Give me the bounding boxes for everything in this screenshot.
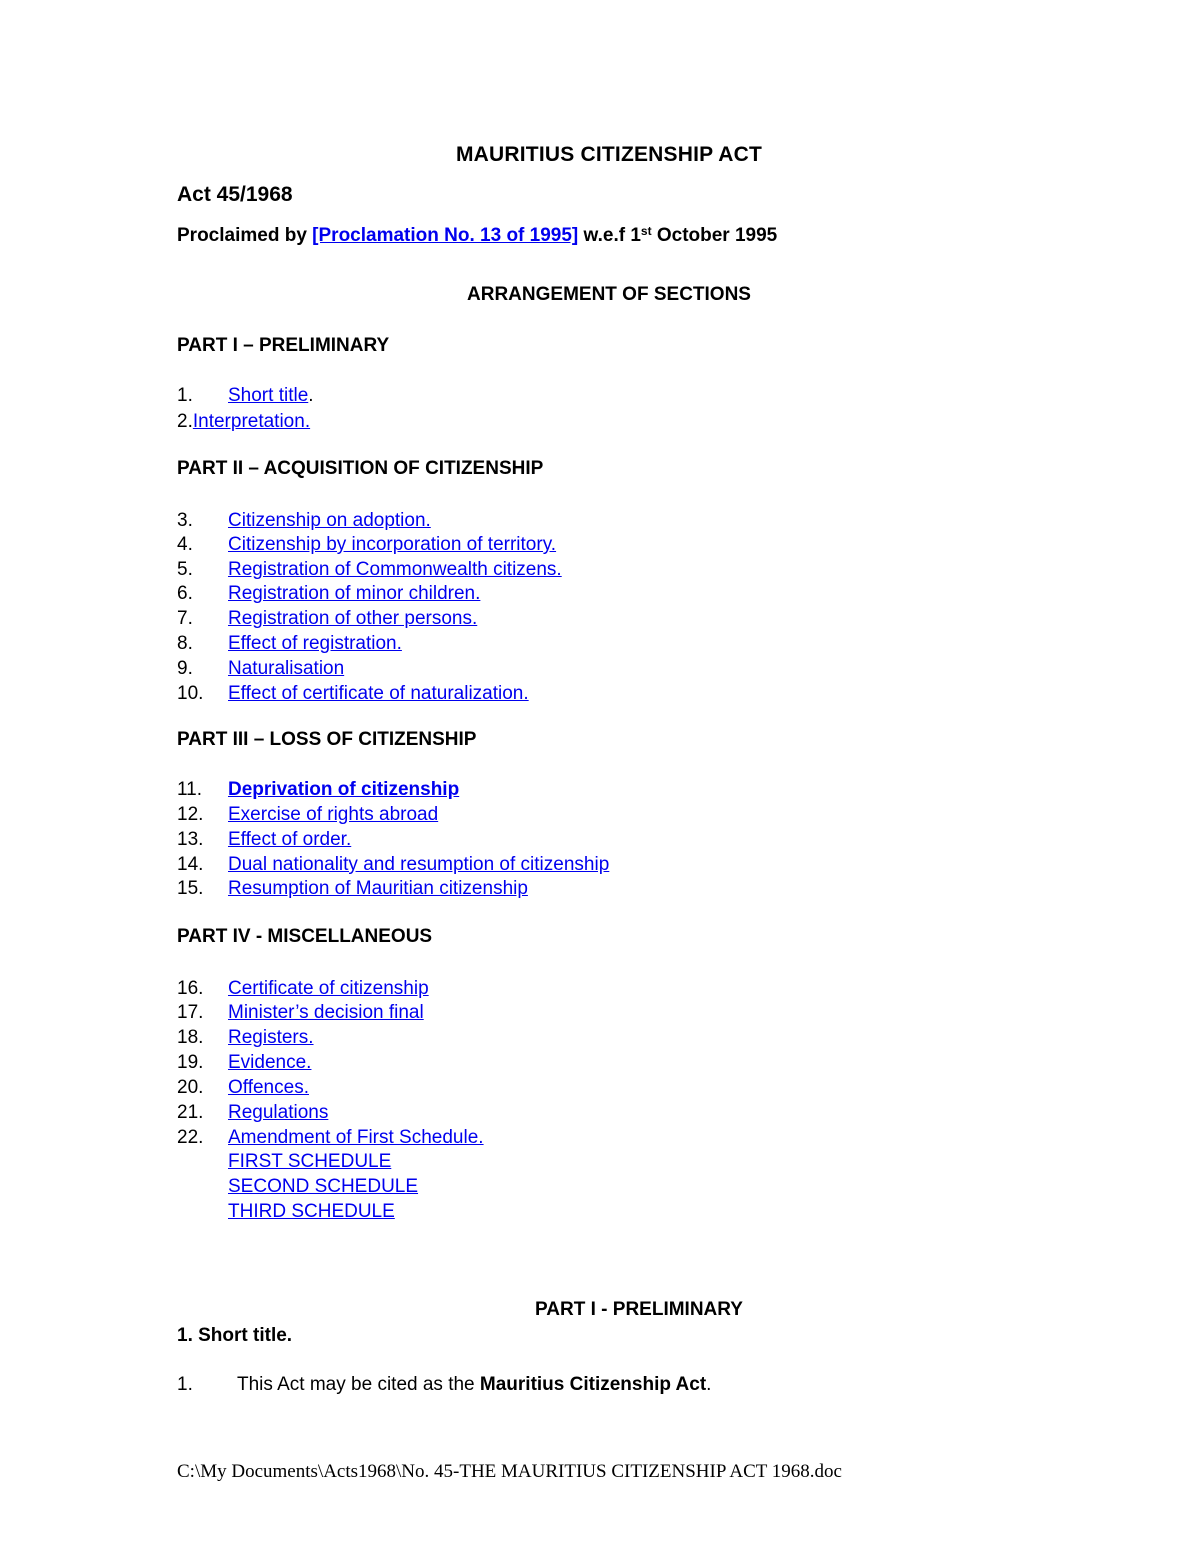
toc-item xyxy=(177,1126,484,1150)
document-footer-path: C:\My Documents\Acts1968\No. 45-THE MAURITIUS CITIZENSHIP ACT 1968.doc xyxy=(177,1461,842,1482)
toc-link[interactable]: Short title xyxy=(228,385,309,406)
toc-number: 6. xyxy=(177,583,193,604)
toc-link[interactable]: Regulations xyxy=(228,1102,329,1123)
section-text-end: . xyxy=(706,1374,712,1395)
proclamation-date-rest: October 1995 xyxy=(651,225,778,246)
part-heading: PART I – PRELIMINARY xyxy=(177,335,390,356)
toc-item xyxy=(177,410,310,434)
toc-number: 19. xyxy=(177,1052,204,1073)
toc-number: 3. xyxy=(177,510,193,531)
toc-number: 21. xyxy=(177,1102,204,1123)
section-title: 1. Short title. xyxy=(177,1325,293,1346)
schedule-link-first[interactable]: FIRST SCHEDULE xyxy=(228,1151,392,1172)
act-number: Act 45/1968 xyxy=(177,183,293,206)
toc-item xyxy=(177,1026,314,1050)
toc-item xyxy=(177,607,477,631)
toc-link[interactable]: Offences. xyxy=(228,1077,309,1098)
part-heading: PART III – LOSS OF CITIZENSHIP xyxy=(177,729,477,750)
toc-link[interactable]: Interpretation. xyxy=(192,411,311,432)
toc-link[interactable]: Amendment of First Schedule. xyxy=(228,1127,484,1148)
toc-link[interactable]: Registration of Commonwealth citizens. xyxy=(228,559,562,580)
schedule-item xyxy=(228,1200,395,1224)
toc-item xyxy=(177,657,344,681)
toc-number: 2. xyxy=(177,411,193,432)
toc-link[interactable]: Registers. xyxy=(228,1027,314,1048)
toc-item xyxy=(177,877,528,901)
toc-link[interactable]: Registration of other persons. xyxy=(228,608,478,629)
toc-item xyxy=(177,778,459,802)
toc-number: 14. xyxy=(177,854,204,875)
toc-link[interactable]: Effect of registration. xyxy=(228,633,402,654)
toc-link[interactable]: Evidence. xyxy=(228,1052,312,1073)
toc-item xyxy=(177,1101,328,1125)
toc-link[interactable]: Citizenship by incorporation of territory. xyxy=(228,534,557,555)
toc-number: 7. xyxy=(177,608,193,629)
toc-item xyxy=(177,384,314,408)
toc-number: 22. xyxy=(177,1127,204,1148)
schedule-link-second[interactable]: SECOND SCHEDULE xyxy=(228,1176,419,1197)
toc-number: 5. xyxy=(177,559,193,580)
toc-link[interactable]: Registration of minor children. xyxy=(228,583,481,604)
toc-item xyxy=(177,533,556,557)
toc-number: 1. xyxy=(177,385,193,406)
toc-item xyxy=(177,1001,424,1025)
proclamation-link[interactable]: [Proclamation No. 13 of 1995] xyxy=(312,225,579,246)
toc-item xyxy=(177,853,609,877)
section-number: 1. xyxy=(177,1374,193,1395)
body-part-title: PART I - PRELIMINARY xyxy=(535,1299,743,1320)
toc-item xyxy=(177,828,351,852)
toc-number: 13. xyxy=(177,829,204,850)
toc-item xyxy=(177,582,480,606)
toc-trail: . xyxy=(308,385,314,406)
section-text: This Act may be cited as the xyxy=(237,1374,480,1395)
toc-number: 15. xyxy=(177,878,204,899)
document-title: MAURITIUS CITIZENSHIP ACT xyxy=(455,143,762,166)
toc-number: 16. xyxy=(177,978,204,999)
toc-link[interactable]: Effect of certificate of naturalization. xyxy=(228,683,529,704)
toc-item xyxy=(177,632,402,656)
toc-item xyxy=(177,977,429,1001)
schedule-item xyxy=(228,1150,391,1174)
toc-number: 20. xyxy=(177,1077,204,1098)
schedule-item xyxy=(228,1175,418,1199)
toc-number: 18. xyxy=(177,1027,204,1048)
toc-item xyxy=(177,803,438,827)
toc-item xyxy=(177,558,562,582)
toc-number: 17. xyxy=(177,1002,204,1023)
toc-link[interactable]: Exercise of rights abroad xyxy=(228,804,439,825)
section-text-bold: Mauritius Citizenship Act xyxy=(479,1374,707,1395)
part-heading: PART II – ACQUISITION OF CITIZENSHIP xyxy=(177,458,544,479)
toc-item xyxy=(177,509,431,533)
toc-number: 11. xyxy=(177,779,203,800)
toc-link[interactable]: Minister’s decision final xyxy=(228,1002,424,1023)
part-heading: PART IV - MISCELLANEOUS xyxy=(177,926,433,947)
proclamation-date-sup: st xyxy=(640,224,652,238)
toc-number: 12. xyxy=(177,804,204,825)
toc-link[interactable]: Dual nationality and resumption of citizenship xyxy=(228,854,610,875)
toc-link[interactable]: Effect of order. xyxy=(228,829,352,850)
arrangement-heading: ARRANGEMENT OF SECTIONS xyxy=(467,284,751,305)
document-page xyxy=(177,0,1037,1553)
toc-link[interactable]: Citizenship on adoption. xyxy=(228,510,431,531)
toc-number: 8. xyxy=(177,633,193,654)
toc-item xyxy=(177,1051,311,1075)
toc-link[interactable]: Resumption of Mauritian citizenship xyxy=(228,878,528,899)
toc-link[interactable]: Deprivation of citizenship xyxy=(228,779,460,800)
schedule-link-third[interactable]: THIRD SCHEDULE xyxy=(228,1201,395,1222)
proclamation-date: w.e.f 1 xyxy=(578,225,641,246)
proclamation-prefix: Proclaimed by xyxy=(177,225,313,246)
section-body xyxy=(177,1374,711,1396)
toc-link[interactable]: Certificate of citizenship xyxy=(228,978,429,999)
toc-number: 10. xyxy=(177,683,204,704)
toc-item xyxy=(177,682,529,706)
toc-link[interactable]: Naturalisation xyxy=(228,658,345,679)
toc-number: 4. xyxy=(177,534,193,555)
proclamation-line xyxy=(177,224,777,247)
toc-item xyxy=(177,1076,309,1100)
toc-number: 9. xyxy=(177,658,193,679)
